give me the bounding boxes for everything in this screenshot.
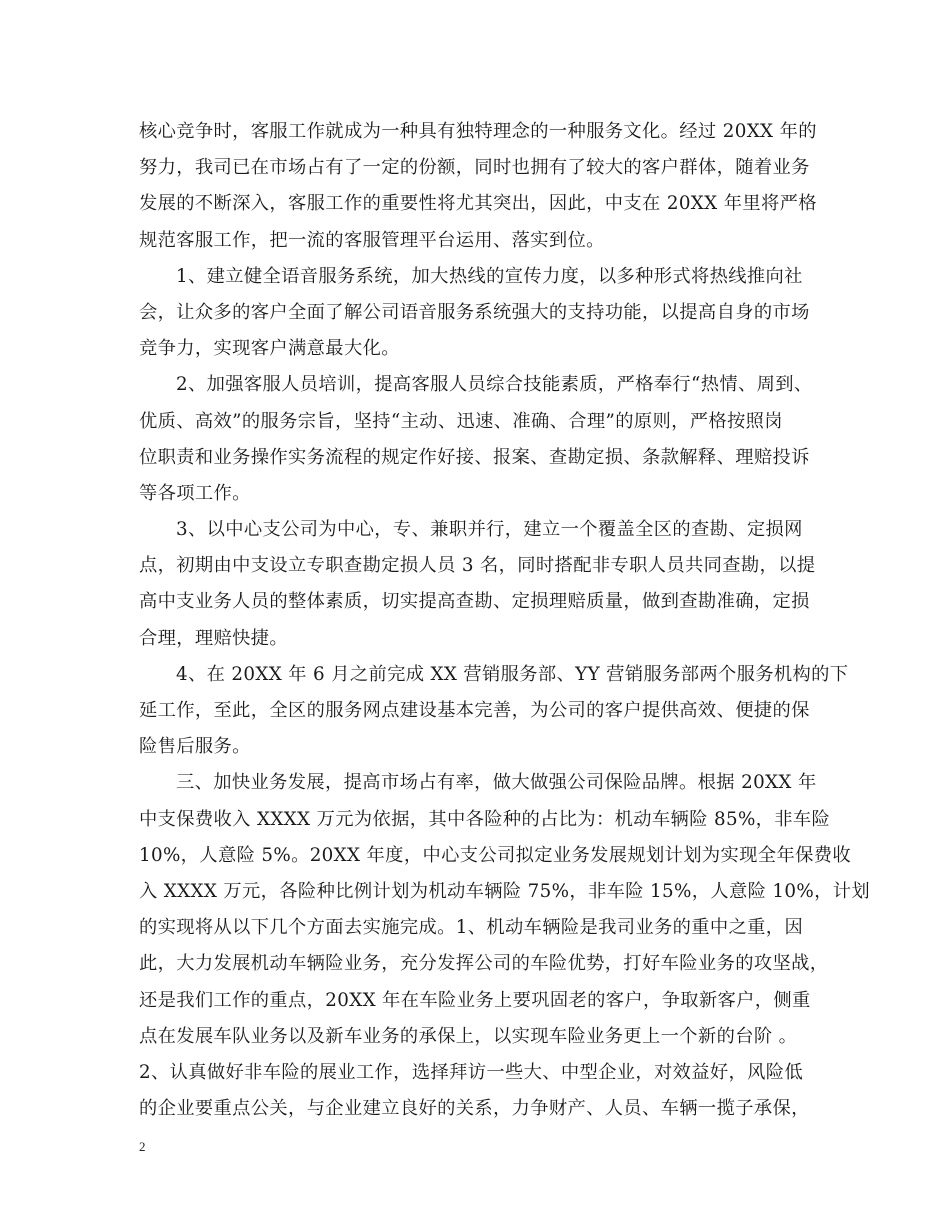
text-line: 险售后服务。 [139,736,251,758]
page-number: 2 [139,1139,146,1154]
document-page [139,114,870,1127]
text-line: 位职责和业务操作实务流程的规定作好接、报案、查勘定损、条款解释、理赔投诉 [139,446,810,468]
text-line: 此，大力发展机动车辆险业务，充分发挥公司的车险优势，打好车险业务的攻坚战， [139,953,829,975]
text-line: 优质、高效”的服务宗旨，坚持“主动、迅速、准确、合理”的原则，严格按照岗 [139,410,783,432]
paragraph [139,765,870,1127]
text-line: 2、加强客服人员培训，提高客服人员综合技能素质，严格奉行“热情、周到、 [176,374,813,396]
paragraph [139,259,819,368]
text-line: 点，初期由中支设立专职查勘定损人员 3 名，同时搭配非专职人员共同查勘，以提 [139,555,816,577]
text-line: 入 XXXX 万元，各险种比例计划为机动车辆险 75%，非车险 15%，人意险 10%，计划 [139,880,870,902]
text-line: 1、建立健全语音服务系统，加大热线的宣传力度，以多种形式将热线推向社 [176,265,803,287]
text-line: 高中支业务人员的整体素质，切实提高查勘、定损理赔质量，做到查勘准确，定损 [139,591,810,613]
text-line: 核心竞争时，客服工作就成为一种具有独特理念的一种服务文化。经过 20XX 年的 [139,121,817,142]
text-line: 等各项工作。 [139,482,251,504]
text-line: 三、加快业务发展，提高市场占有率，做大做强公司保险品牌。根据 20XX 年 [176,772,817,794]
paragraph [139,114,819,259]
text-line: 还是我们工作的重点，20XX 年在车险业务上要巩固老的客户，争取新客户，侧重 [139,989,811,1011]
text-line: 2、认真做好非车险的展业工作，选择拜访一些大、中型企业，对效益好，风险低 [139,1061,804,1083]
paragraph [139,657,849,766]
text-line: 点在发展车队业务以及新车业务的承保上，以实现车险业务更上一个新的台阶 。 [139,1025,798,1047]
text-line: 竞争力，实现客户满意最大化。 [139,338,400,360]
text-line: 合理，理赔快捷。 [139,627,289,649]
text-line: 发展的不断深入，客服工作的重要性将尤其突出，因此，中支在 20XX 年里将严格 [139,193,817,215]
text-line: 延工作，至此，全区的服务网点建设基本完善，为公司的客户提供高效、便捷的保 [139,700,810,721]
text-line: 3、以中心支公司为中心，专、兼职并行，建立一个覆盖全区的查勘、定损网 [176,519,803,541]
text-line: 努力，我司已在市场占有了一定的份额，同时也拥有了较大的客户群体，随着业务 [139,157,810,179]
text-line: 的企业要重点公关，与企业建立良好的关系，力争财产、人员、车辆一揽子承保， [139,1098,810,1120]
text-line: 10%，人意险 5%。20XX 年度，中心支公司拟定业务发展规划计划为实现全年保费收 [139,844,851,866]
paragraph [139,512,819,657]
text-line: 中支保费收入 XXXX 万元为依据，其中各险种的占比为：机动车辆险 85%，非车险 [139,808,831,830]
text-line: 4、在 20XX 年 6 月之前完成 XX 营销服务部、YY 营销服务部两个服务机构的下 [176,663,849,685]
text-line: 会，让众多的客户全面了解公司语音服务系统强大的支持功能，以提高自身的市场 [139,301,810,323]
text-line: 的实现将从以下几个方面去实施完成。1、机动车辆险是我司业务的重中之重，因 [139,917,804,939]
paragraph [139,367,819,512]
text-line: 规范客服工作，把一流的客服管理平台运用、落实到位。 [139,229,605,251]
